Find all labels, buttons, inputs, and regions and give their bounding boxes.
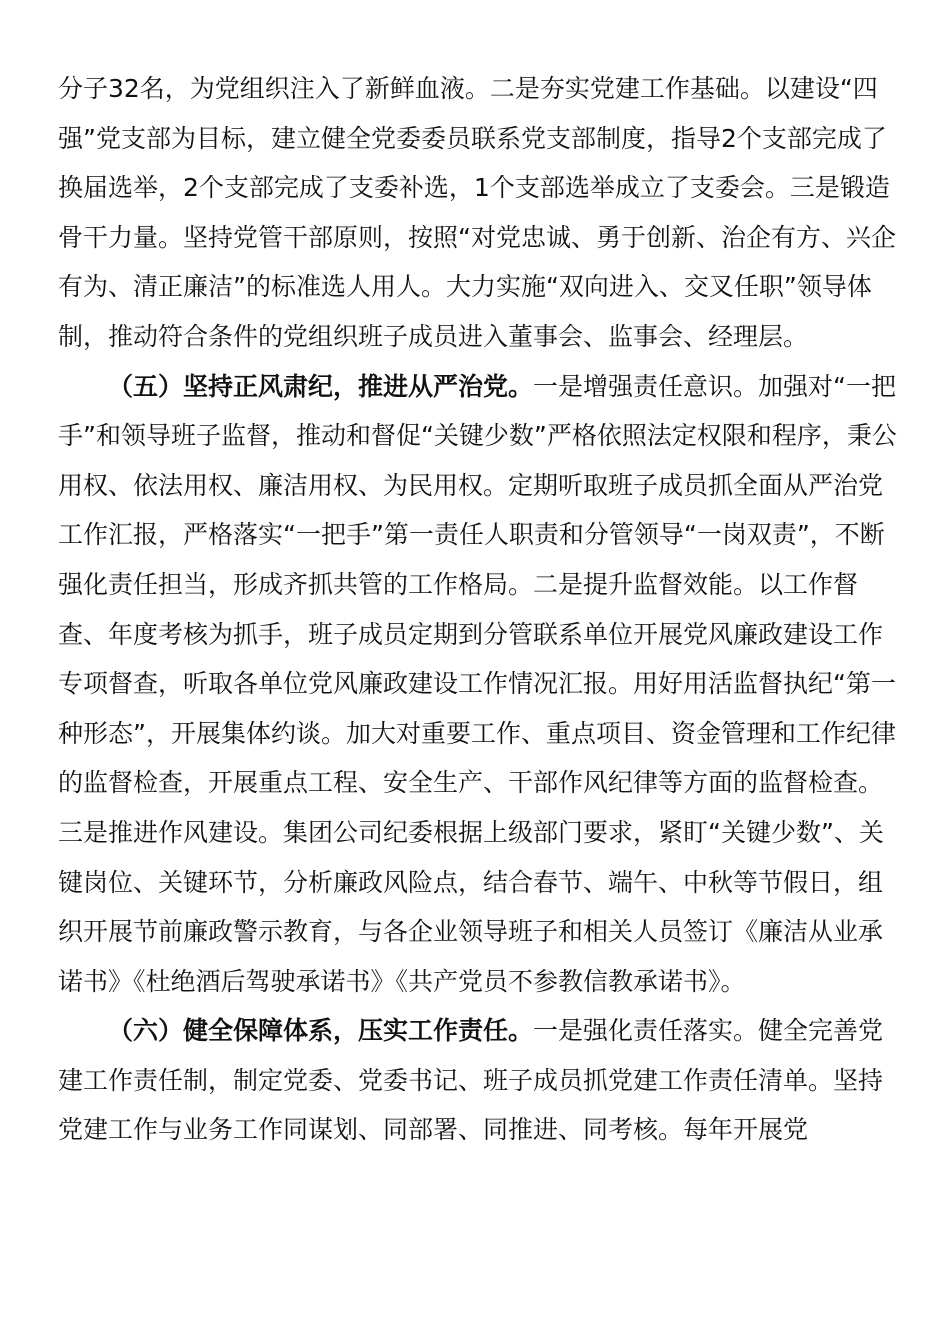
paragraph-text: 一是增强责任意识。加强对“一把手”和领导班子监督，推动和督促“关键少数”严格依照法定权限和程序，秉公用权、依法用权、廉洁用权、为民用权。定期听取班子成员抓全面从严治党工作汇报，严格落实“一把手”第一责任人职责和分管领导“一岗双责”，不断强化责任担当，形成齐抓共管的工作格局。二是提升监督效能。以工作督查、年度考核为抓手，班子成员定期到分管联系单位开展党风廉政建设工作专项督查，听取各单位党风廉政建设工作情况汇报。用好用活监督执纪“第一种形态”，开展集体约谈。加大对重要工作、重点项目、资金管理和工作纪律的监督检查，开展重点工程、安全生产、干部作风纪律等方面的监督检查。三是推进作风建设。集团公司纪委根据上级部门要求，紧盯“关键少数”、关键岗位、关键环节，分析廉政风险点，结合春节、端午、中秋等节假日，组织开展节前廉政警示教育，与各企业领导班子和相关人员签订《廉洁从业承诺书》《杜绝酒后驾驶承诺书》《共产党员不参教信教承诺书》。 [58, 371, 897, 996]
paragraph-text: 分子32名，为党组织注入了新鲜血液。二是夯实党建工作基础。以建设“四强”党支部为目标，建立健全党委委员联系党支部制度，指导2个支部完成了换届选举，2个支部完成了支委补选，1个支部选举成立了支委会。三是锻造骨干力量。坚持党管干部原则，按照“对党忠诚、勇于创新、治企有方、兴企有为、清正廉洁”的标准选人用人。大力实施“双向进入、交叉任职”领导体制，推动符合条件的党组织班子成员进入董事会、监事会、经理层。 [58, 74, 896, 351]
paragraph-text: 一是强化责任落实。健全完善党建工作责任制，制定党委、党委书记、班子成员抓党建工作责任清单。坚持党建工作与业务工作同谋划、同部署、同推进、同考核。每年开展党 [58, 1016, 884, 1145]
section-heading-6: （六）健全保障体系，压实工作责任。 [108, 1016, 534, 1046]
section-heading-5: （五）坚持正风肃纪，推进从严治党。 [108, 371, 534, 401]
paragraph-continuation [58, 64, 898, 362]
paragraph-section-6 [58, 1006, 898, 1155]
paragraph-section-5 [58, 362, 898, 1007]
document-body [58, 64, 898, 1155]
